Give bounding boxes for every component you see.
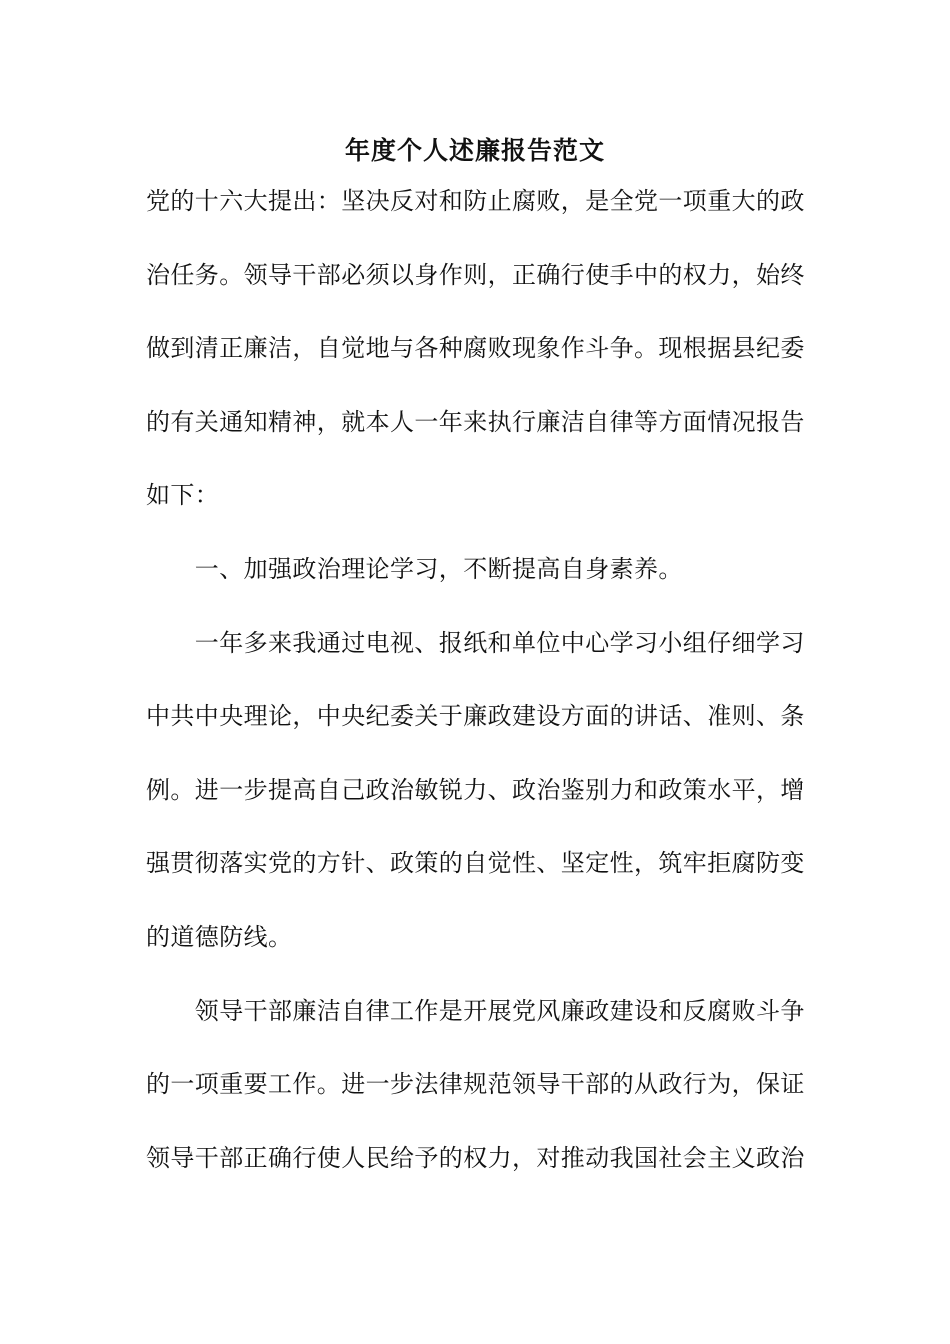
text-line: 一年多来我通过电视、报纸和单位中心学习小组仔细学习: [146, 628, 805, 657]
text-line: 领导干部廉洁自律工作是开展党风廉政建设和反腐败斗争: [146, 996, 805, 1025]
text-line: 治任务。领导干部必须以身作则，正确行使手中的权力，始终: [146, 260, 805, 289]
text-line: 党的十六大提出：坚决反对和防止腐败，是全党一项重大的政: [146, 187, 805, 215]
text-line: 做到清正廉洁，自觉地与各种腐败现象作斗争。现根据县纪委: [146, 334, 805, 363]
text-line: 如下：: [146, 481, 220, 510]
text-line: 的一项重要工作。进一步法律规范领导干部的从政行为，保证: [146, 1070, 805, 1099]
text-line: 强贯彻落实党的方针、政策的自觉性、坚定性，筑牢拒腐防变: [146, 849, 805, 878]
section-heading: 一、加强政治理论学习，不断提高自身素养。: [146, 554, 683, 583]
document-title: 年度个人述廉报告范文: [344, 136, 605, 165]
text-line: 例。进一步提高自己政治敏锐力、政治鉴别力和政策水平，增: [146, 775, 805, 804]
text-line: 的有关通知精神，就本人一年来执行廉洁自律等方面情况报告: [146, 407, 805, 436]
text-line: 的道德防线。: [146, 922, 293, 951]
text-line: 领导干部正确行使人民给予的权力，对推动我国社会主义政治: [146, 1143, 805, 1172]
document-body: [146, 178, 806, 1208]
text-line: 中共中央理论，中央纪委关于廉政建设方面的讲话、准则、条: [146, 702, 805, 731]
